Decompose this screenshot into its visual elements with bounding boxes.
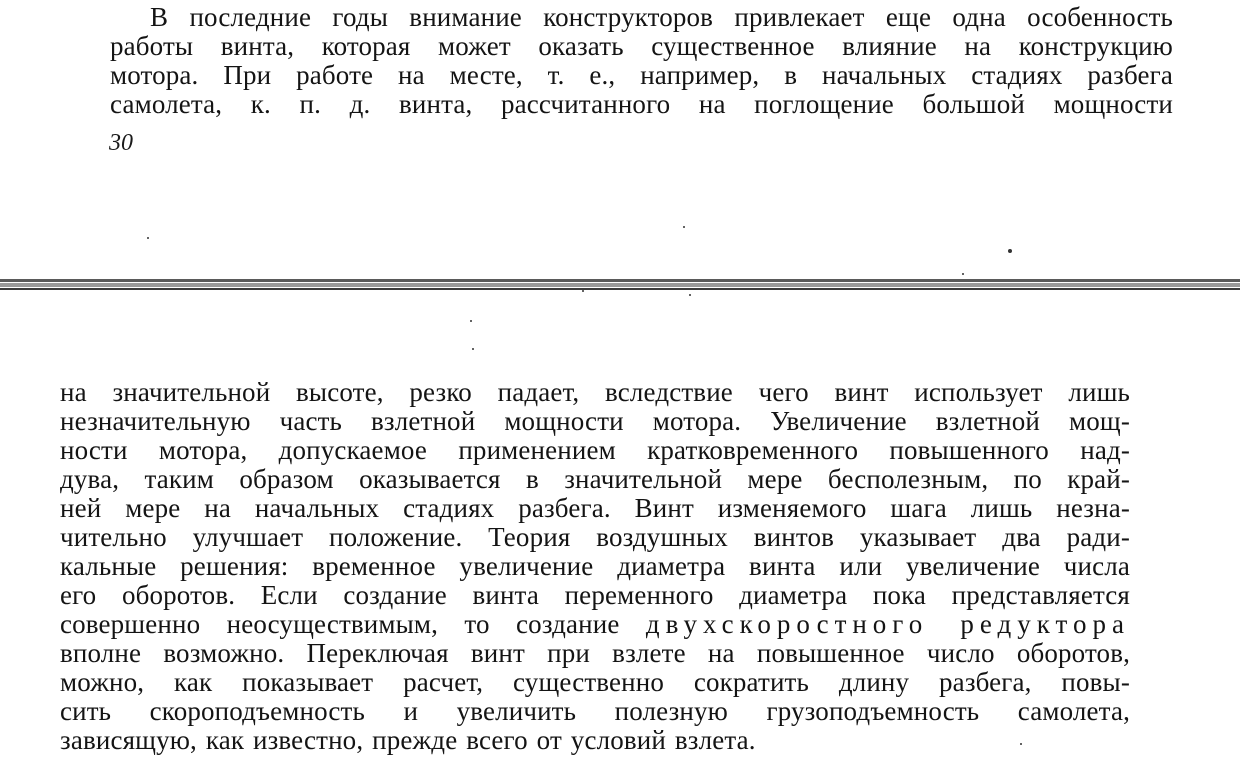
page-number: 30: [109, 130, 133, 156]
paragraph-line: ности мотора, допускаемое применением кратковременного повышенного над-: [60, 435, 1130, 465]
paragraph-line: его оборотов. Если создание винта переменного диаметра пока представляется: [60, 580, 1130, 610]
scan-speck: [1008, 249, 1012, 253]
page-bottom: [0, 290, 1240, 768]
scan-speck: [470, 320, 472, 322]
emphasized-term: двухскоростного редуктора: [645, 609, 1130, 639]
scan-speck: [683, 226, 685, 228]
page-top: [0, 0, 1240, 280]
paragraph-line: мотора. При работе на месте, т. е., например, в начальных стадиях разбега: [110, 60, 1173, 90]
page-separator: [0, 283, 1240, 287]
scan-speck: [147, 237, 149, 239]
paragraph-line: на значительной высоте, резко падает, вследствие чего винт использует лишь: [60, 377, 1130, 407]
scan-speck: [962, 273, 964, 275]
scan-speck: [472, 348, 474, 350]
paragraph-line: ней мере на начальных стадиях разбега. Винт изменяемого шага лишь незна-: [60, 493, 1130, 523]
paragraph-line: можно, как показывает расчет, существенно сократить длину разбега, повы-: [60, 667, 1130, 697]
paragraph-line: вполне возможно. Переключая винт при взлете на повышенное число оборотов,: [60, 638, 1130, 668]
paragraph-line: кальные решения: временное увеличение диаметра винта или увеличение числа: [60, 551, 1130, 581]
paragraph-line: зависящую, как известно, прежде всего от условий взлета.: [60, 725, 756, 755]
paragraph-line: незначительную часть взлетной мощности мотора. Увеличение взлетной мощ-: [60, 406, 1130, 436]
paragraph-line: сить скороподъемность и увеличить полезную грузоподъемность самолета,: [60, 696, 1130, 726]
line-text: совершенно неосуществимым, то создание: [60, 609, 620, 639]
paragraph-line: [60, 609, 1130, 639]
scan-speck: [582, 290, 584, 292]
paragraph-line: В последние годы внимание конструкторов привлекает еще одна особенность: [150, 2, 1173, 32]
page-separator: [0, 279, 1240, 282]
paragraph-line: работы винта, которая может оказать существенное влияние на конструкцию: [110, 31, 1173, 61]
paragraph-line: самолета, к. п. д. винта, рассчитанного на поглощение большой мощности: [110, 89, 1173, 119]
paragraph-line: дува, таким образом оказывается в значительной мере бесполезным, по край-: [60, 464, 1130, 494]
paragraph-line: чительно улучшает положение. Теория воздушных винтов указывает два ради-: [60, 522, 1130, 552]
scan-speck: [689, 294, 691, 296]
